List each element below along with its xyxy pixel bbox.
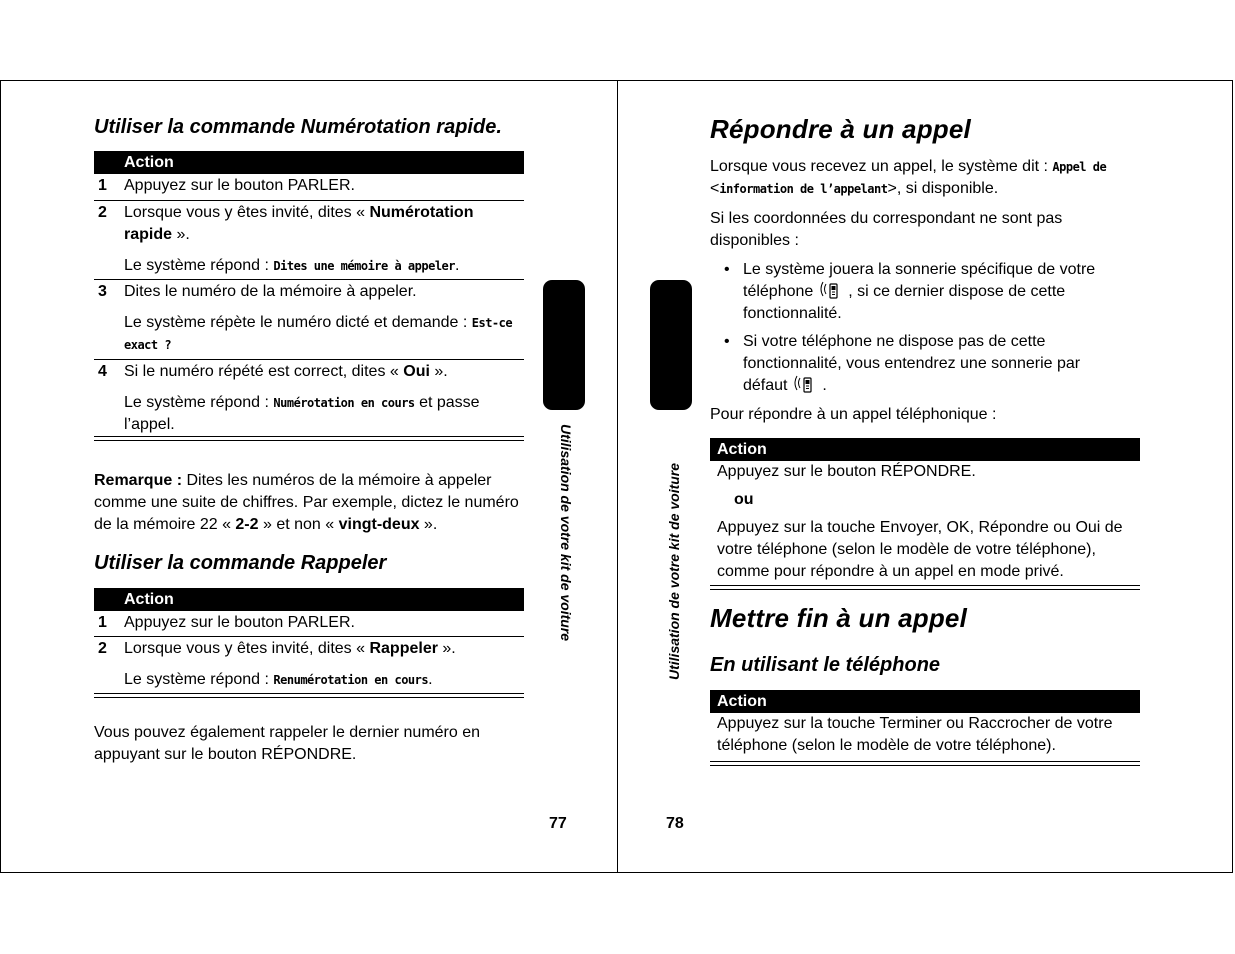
list-item: • Le système jouera la sonnerie spécifique de votre téléphone , si ce dernier dispose de cette fonctionnalité. <box>724 261 1096 322</box>
table-end-rule <box>94 694 524 698</box>
chapter-thumb-tab <box>543 280 585 410</box>
table-header: Action <box>94 588 524 611</box>
ringtone-icon <box>818 281 844 299</box>
end-call-action-table <box>710 690 1140 766</box>
speed-dial-title: Utiliser la commande Numérotation rapide. <box>94 116 502 138</box>
ringtone-icon <box>792 375 818 393</box>
page-number: 78 <box>666 815 684 832</box>
table-row: 3 Dites le numéro de la mémoire à appeler. Le système répète le numéro dicté et demande : Est-ce exact ? <box>94 280 524 360</box>
page-divider <box>617 80 618 873</box>
no-caller-info-paragraph: Si les coordonnées du correspondant ne sont pas disponibles : <box>710 210 1063 249</box>
table-row: 1 Appuyez sur le bouton PARLER. <box>94 174 524 201</box>
chapter-side-label: Utilisation de votre kit de voiture <box>558 424 574 642</box>
answer-call-title: Répondre à un appel <box>710 114 971 144</box>
page-number: 77 <box>549 815 567 832</box>
table-row: 2 Lorsque vous y êtes invité, dites « Numérotation rapide ». Le système répond : Dites une mémoire à appeler. <box>94 201 524 280</box>
table-end-rule <box>710 762 1140 766</box>
redial-title: Utiliser la commande Rappeler <box>94 552 387 574</box>
table-header: Action <box>710 690 1140 713</box>
answer-instruction-paragraph: Pour répondre à un appel téléphonique : <box>710 406 997 423</box>
using-phone-subtitle: En utilisant le téléphone <box>710 654 941 676</box>
list-item: • Si votre téléphone ne dispose pas de cette fonctionnalité, vous entendrez une sonnerie par défaut . <box>724 333 1081 394</box>
table-cell: Appuyez sur la touche Terminer ou Raccrocher de votre téléphone (selon le modèle de votre téléphone). <box>717 715 1113 754</box>
chapter-side-label: Utilisation de votre kit de voiture <box>666 462 682 680</box>
end-call-title: Mettre fin à un appel <box>710 603 968 633</box>
table-end-rule <box>94 437 524 441</box>
ring-behaviour-list <box>710 259 1110 403</box>
redial-action-table <box>94 588 524 698</box>
table-end-rule <box>710 586 1140 590</box>
answer-intro-paragraph: Lorsque vous recevez un appel, le système dit : Appel de <information de l’appelant>, si disponible. <box>710 158 1107 197</box>
speed-dial-action-table <box>94 151 524 441</box>
redial-note-paragraph: Vous pouvez également rappeler le dernier numéro en appuyant sur le bouton RÉPONDRE. <box>94 724 481 763</box>
table-row: 2 Lorsque vous y êtes invité, dites « Rappeler ». Le système répond : Renumérotation en cours. <box>94 637 524 694</box>
table-row: 4 Si le numéro répété est correct, dites « Oui ». Le système répond : Numérotation en cours et passe l’appel. <box>94 360 524 437</box>
table-cell: Appuyez sur le bouton RÉPONDRE. ou Appuyez sur la touche Envoyer, OK, Répondre ou Oui de votre téléphone (selon le modèle de votre téléphone), comme pour répondre à un appel en mode privé. <box>717 463 1123 580</box>
table-header: Action <box>710 438 1140 461</box>
table-header: Action <box>94 151 524 174</box>
chapter-thumb-tab <box>650 280 692 410</box>
answer-action-table <box>710 438 1140 590</box>
remark-paragraph: Remarque : Dites les numéros de la mémoire à appeler comme une suite de chiffres. Par exemple, dictez le numéro de la mémoire 22 « 2-2 » et non « vingt-deux ». <box>94 472 519 533</box>
table-row: 1 Appuyez sur le bouton PARLER. <box>94 611 524 637</box>
